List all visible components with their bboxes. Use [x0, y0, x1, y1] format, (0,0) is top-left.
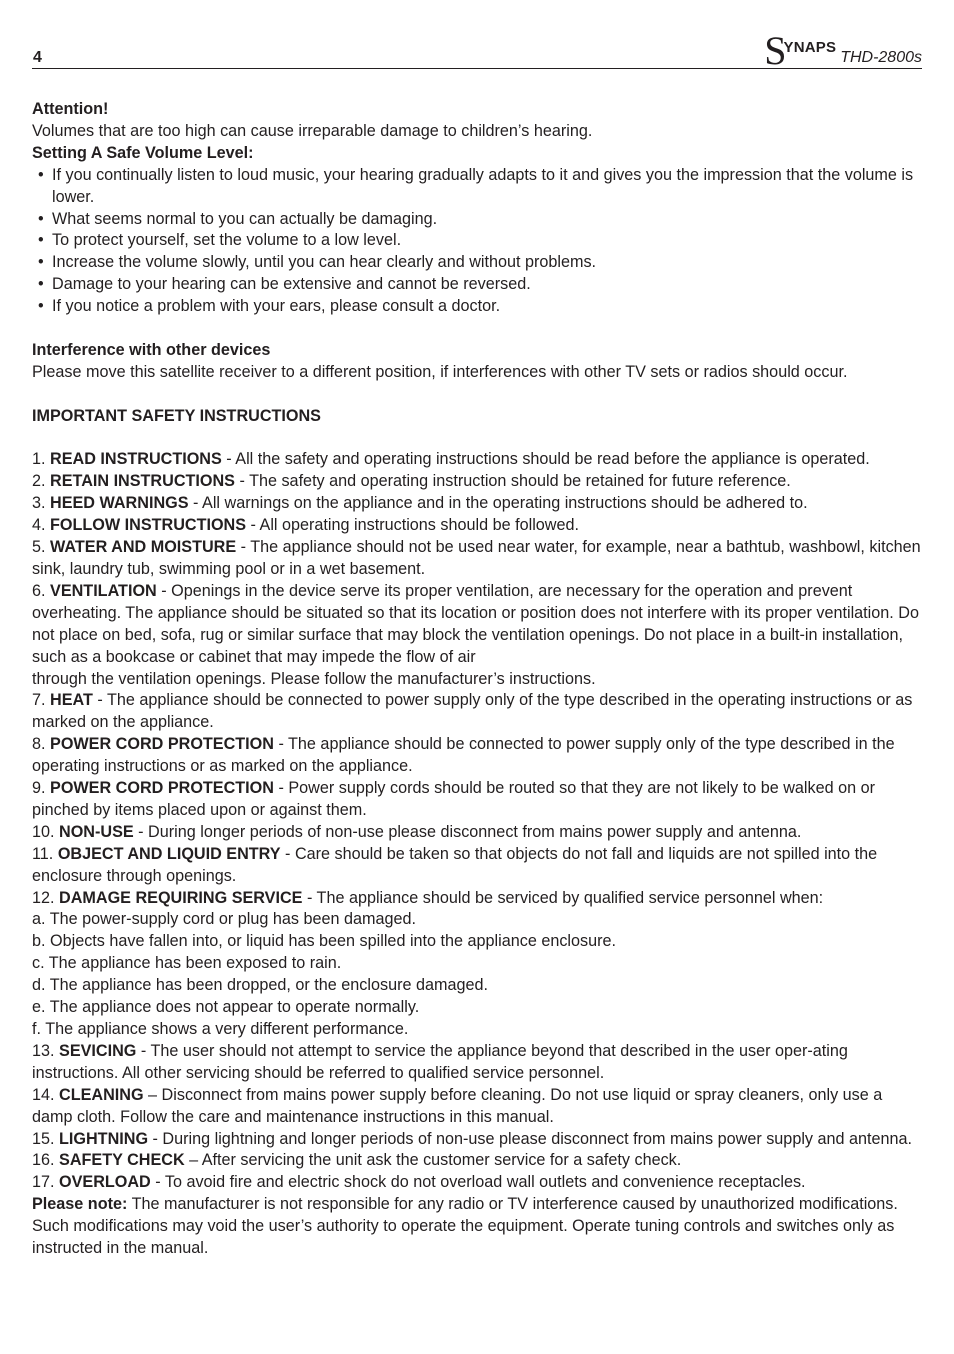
list-item: • If you notice a problem with your ears, please consult a doctor.: [38, 297, 501, 316]
interference-heading: Interference with other devices: [32, 340, 271, 359]
list-item: • What seems normal to you can actually be damaging.: [38, 209, 438, 228]
list-item: • Damage to your hearing can be extensive and cannot be reversed.: [38, 275, 531, 294]
logo-initial: S: [764, 28, 787, 73]
safety-heading: IMPORTANT SAFETY INSTRUCTIONS: [32, 406, 321, 425]
interference-text: Please move this satellite receiver to a different position, if interferences with other TV sets or radios should occur.: [32, 362, 848, 381]
instruction-item: 10. NON-USE - During longer periods of non-use please disconnect from mains power supply and antenna.: [32, 822, 802, 841]
please-note: Please note: The manufacturer is not responsible for any radio or TV interference caused by unauthorized modifications. Such modifications may void the user’s authority to operate the equipment. Operate tuning controls and switches only as instructed in the manual.: [32, 1195, 898, 1258]
instruction-item: 9. POWER CORD PROTECTION - Power supply cords should be routed so that they are not likely to be walked on or pinched by items placed upon or against them.: [32, 779, 876, 819]
brand-block: [764, 28, 922, 73]
safe-volume-heading: Setting A Safe Volume Level:: [32, 143, 254, 162]
sublist-item: b. Objects have fallen into, or liquid has been spilled into the appliance enclosure.: [32, 932, 617, 951]
sublist-item: d. The appliance has been dropped, or the enclosure damaged.: [32, 976, 488, 995]
logo-rest: YNAPS: [783, 39, 837, 56]
page-header: [32, 28, 922, 73]
instruction-item: 15. LIGHTNING - During lightning and longer periods of non-use please disconnect from mains power supply and antenna.: [32, 1129, 913, 1148]
list-item: • To protect yourself, set the volume to a low level.: [38, 231, 402, 250]
instruction-item: 3. HEED WARNINGS - All warnings on the appliance and in the operating instructions should be adhered to.: [32, 494, 808, 513]
instruction-item: 16. SAFETY CHECK – After servicing the unit ask the customer service for a safety check.: [32, 1151, 682, 1170]
sublist-item: f. The appliance shows a very different performance.: [32, 1020, 409, 1039]
instruction-item: 11. OBJECT AND LIQUID ENTRY - Care should be taken so that objects do not fall and liquids are not spilled into the enclosure through openings.: [32, 844, 878, 885]
sublist-item: a. The power-supply cord or plug has been damaged.: [32, 910, 416, 929]
instruction-item: 2. RETAIN INSTRUCTIONS - The safety and operating instruction should be retained for future reference.: [32, 472, 791, 491]
page-content: [32, 99, 924, 1260]
instruction-item: 7. HEAT - The appliance should be connected to power supply only of the type described in the operating instructions or as marked on the appliance.: [32, 691, 913, 732]
instruction-item: 6. VENTILATION - Openings in the device serve its proper ventilation, are necessary for the operation and prevent overheating. The appliance should be situated so that its location or position does not interfere with its proper ventilation. Do not place on bed, sofa, rug or similar surface that may block the ventilation openings. Do not place in a built-in installation, such as a bookcase or cabinet that may impede the flow of air through the ventilation openings. Please follow the manufacturer’s instructions.: [32, 581, 919, 688]
sublist-item: e. The appliance does not appear to operate normally.: [32, 998, 420, 1017]
volume-bullet-list: [32, 165, 924, 318]
attention-text: Volumes that are too high can cause irreparable damage to children’s hearing.: [32, 121, 593, 140]
list-item: • If you continually listen to loud music, your hearing gradually adapts to it and gives you the impression that the volume is lower.: [38, 165, 914, 206]
list-item: • Increase the volume slowly, until you can hear clearly and without problems.: [38, 253, 597, 272]
attention-heading: Attention!: [32, 100, 109, 118]
instruction-item: 14. CLEANING – Disconnect from mains power supply before cleaning. Do not use liquid or spray cleaners, only use a damp cloth. Follow the care and maintenance instructions in this manual.: [32, 1085, 883, 1126]
instruction-item: 4. FOLLOW INSTRUCTIONS - All operating instructions should be followed.: [32, 516, 579, 535]
instruction-item: 13. SEVICING - The user should not attempt to service the appliance beyond that described in the user oper-ating instructions. All other servicing should be referred to qualified service personnel.: [32, 1041, 848, 1082]
instruction-item: 8. POWER CORD PROTECTION - The appliance should be connected to power supply only of the type described in the operating instructions or as marked on the appliance.: [32, 735, 895, 776]
instruction-item: 12. DAMAGE REQUIRING SERVICE - The appliance should be serviced by qualified service personnel when:: [32, 888, 824, 907]
instruction-item: 5. WATER AND MOISTURE - The appliance should not be used near water, for example, near a bathtub, washbowl, kitchen sink, laundry tub, swimming pool or in a wet basement.: [32, 538, 921, 578]
page-number: 4: [33, 49, 42, 66]
safety-instructions-list: [32, 449, 924, 1194]
sublist-item: c. The appliance has been exposed to rain.: [32, 954, 342, 973]
model-name: THD-2800s: [840, 49, 922, 66]
instruction-item: 1. READ INSTRUCTIONS - All the safety and operating instructions should be read before the appliance is operated.: [32, 450, 870, 469]
synaps-logo: [764, 28, 837, 73]
instruction-item: 17. OVERLOAD - To avoid fire and electric shock do not overload wall outlets and convenience receptacles.: [32, 1173, 806, 1192]
